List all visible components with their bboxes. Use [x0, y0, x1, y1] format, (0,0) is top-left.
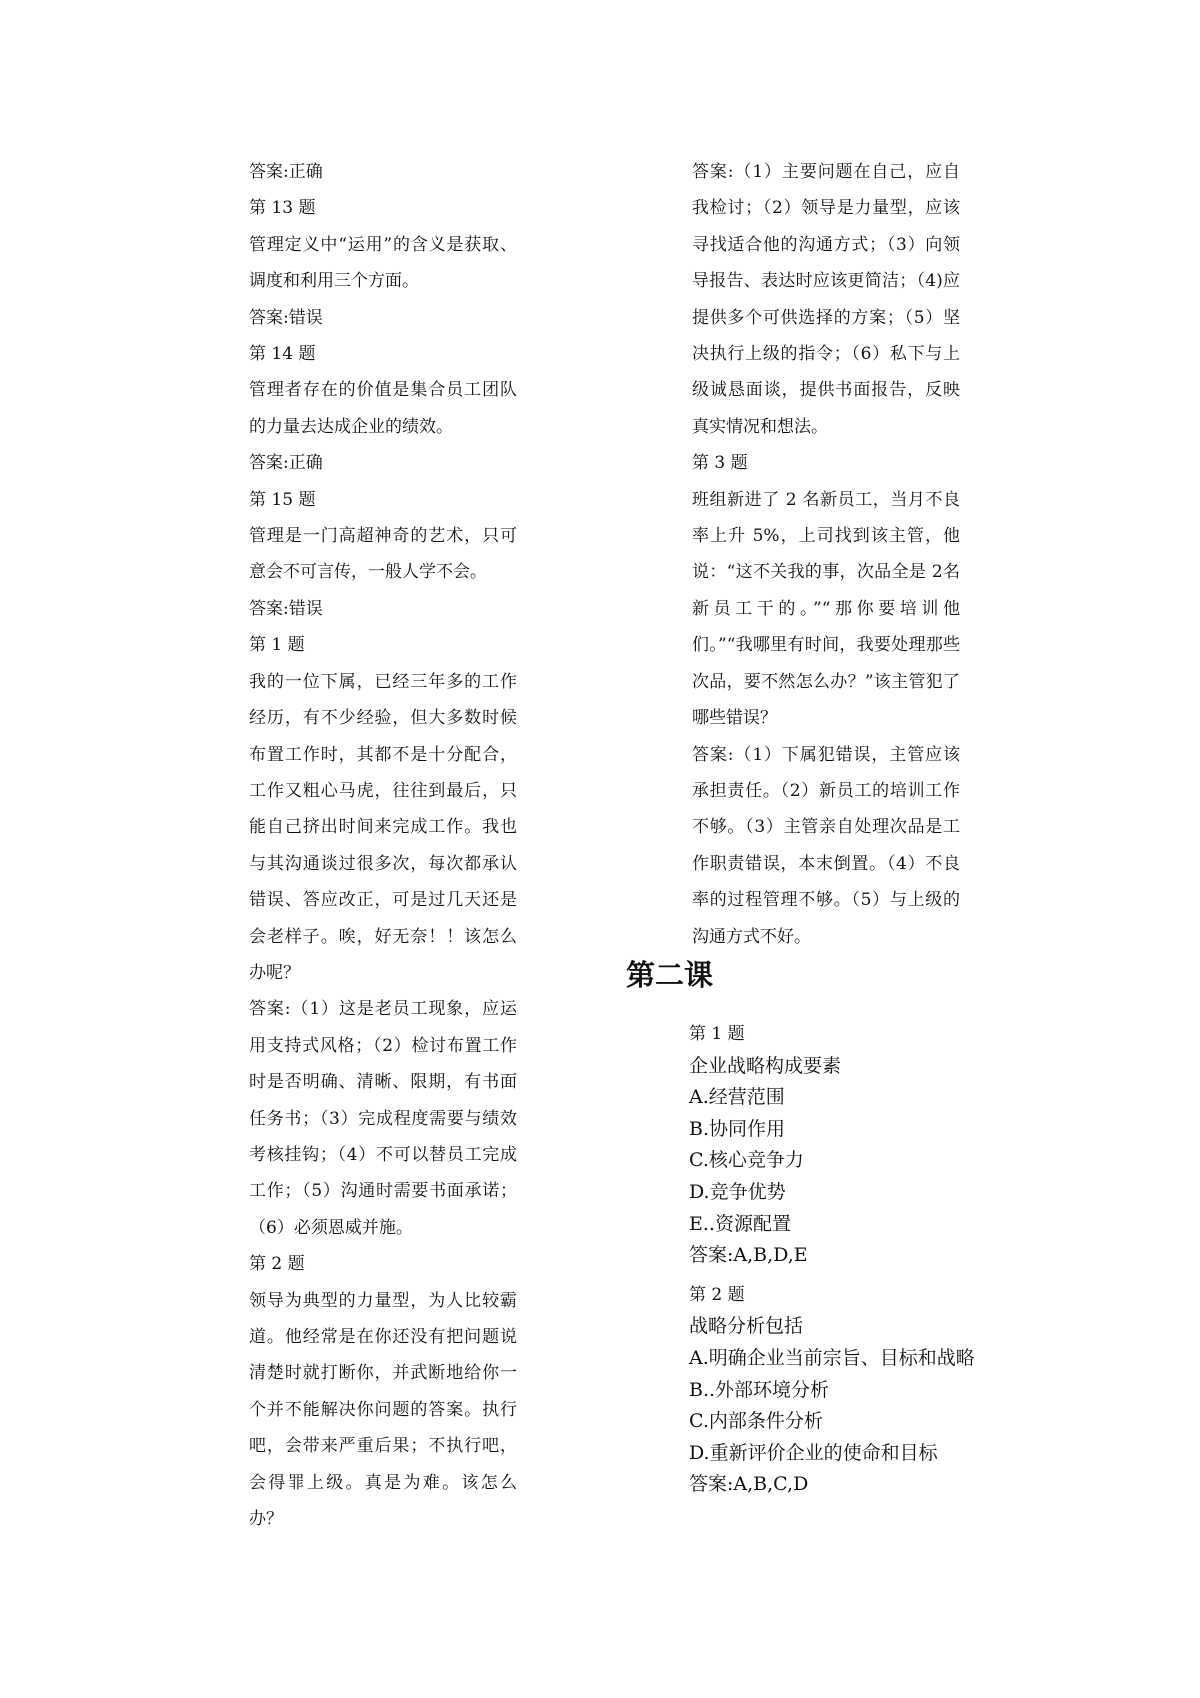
option-c: C.核心竞争力: [689, 1149, 804, 1172]
right-column: [692, 154, 960, 955]
spacer: [689, 1272, 979, 1280]
question-number: 第 2 题: [689, 1284, 745, 1305]
option-a: A.经营范围: [689, 1086, 785, 1109]
answer-text: 答案:A,B,D,E: [689, 1244, 808, 1267]
option-b: B..外部环境分析: [689, 1378, 830, 1401]
lesson2-questions: [689, 1019, 979, 1501]
option-d: D.重新评价企业的使命和目标: [689, 1441, 938, 1464]
question-text: 管理是一门高超神奇的艺术，只可意会不可言传，一般人学不会。: [249, 526, 517, 583]
question-number: 第 1 题: [689, 1024, 745, 1044]
answer-text: 答案:A,B,C,D: [689, 1473, 809, 1496]
question-number: 第 1 题: [249, 635, 305, 656]
question-prompt: 战略分析包括: [689, 1315, 804, 1338]
option-a: A.明确企业当前宗旨、目标和战略: [689, 1346, 975, 1369]
answer-text: 答案:（1）这是老员工现象，应运用支持式风格；（2）检讨布置工作时是否明确、清晰、限期，有书面任务书；（3）完成程度需要与绩效考核挂钩；（4）不可以替员工完成工作；（5）沟通时需要书面承诺；（6）必须恩威并施。: [249, 999, 517, 1238]
answer-text: 答案:错误: [249, 307, 323, 328]
question-text: 管理定义中“运用”的含义是获取、调度和利用三个方面。: [249, 234, 517, 292]
question-text: 班组新进了 2 名新员工，当月不良率上升 5%，上司找到该主管，他说：“这不关我的事，次品全是 2名新员工干的。”“那你要培训他们。”“我哪里有时间，我要处理那些次品，要不然怎么办？”该主管犯了哪些错误？: [692, 489, 960, 729]
question-number: 第 14 题: [249, 344, 316, 365]
question-number: 第 3 题: [692, 453, 748, 474]
question-block-1: [689, 1019, 979, 1272]
option-e: E..资源配置: [689, 1212, 791, 1235]
option-b: B.协同作用: [689, 1117, 786, 1140]
answer-text: 答案:错误: [249, 598, 323, 619]
question-number: 第 15 题: [249, 489, 316, 510]
lesson-heading: 第二课: [626, 958, 714, 992]
question-text: 领导为典型的力量型，为人比较霸道。他经常是在你还没有把问题说清楚时就打断你，并武断地给你一个并不能解决你问题的答案。执行吧，会带来严重后果；不执行吧，会得罪上级。真是为难。该怎么办？: [249, 1290, 517, 1530]
option-c: C.内部条件分析: [689, 1410, 823, 1433]
answer-text: 答案:正确: [249, 453, 323, 474]
option-d: D.竞争优势: [689, 1180, 786, 1203]
left-column: [249, 154, 517, 1537]
question-number: 第 13 题: [249, 198, 316, 219]
question-prompt: 企业战略构成要素: [689, 1054, 842, 1077]
question-text: 我的一位下属，已经三年多的工作经历，有不少经验，但大多数时候布置工作时，其都不是十分配合，工作又粗心马虎，往往到最后，只能自己挤出时间来完成工作。我也与其沟通谈过很多次，每次都承认错误、答应改正，可是过几天还是会老样子。唉，好无奈！！该怎么办呢？: [249, 671, 517, 983]
answer-text: 答案:（1）下属犯错误，主管应该承担责任。（2）新员工的培训工作不够。（3）主管亲自处理次品是工作职责错误，本末倒置。（4）不良率的过程管理不够。（5）与上级的沟通方式不好。: [692, 744, 960, 947]
question-text: 管理者存在的价值是集合员工团队的力量去达成企业的绩效。: [249, 380, 517, 437]
question-block-2: [689, 1280, 979, 1501]
answer-text: 答案:（1）主要问题在自己，应自我检讨；（2）领导是力量型，应该寻找适合他的沟通方式；（3）向领导报告、表达时应该更简洁；（4)应提供多个可供选择的方案；（5）坚决执行上级的指令；（6）私下与上级诚恳面谈，提供书面报告，反映真实情况和想法。: [692, 162, 960, 437]
question-number: 第 2 题: [249, 1254, 305, 1275]
answer-text: 答案:正确: [249, 162, 323, 182]
